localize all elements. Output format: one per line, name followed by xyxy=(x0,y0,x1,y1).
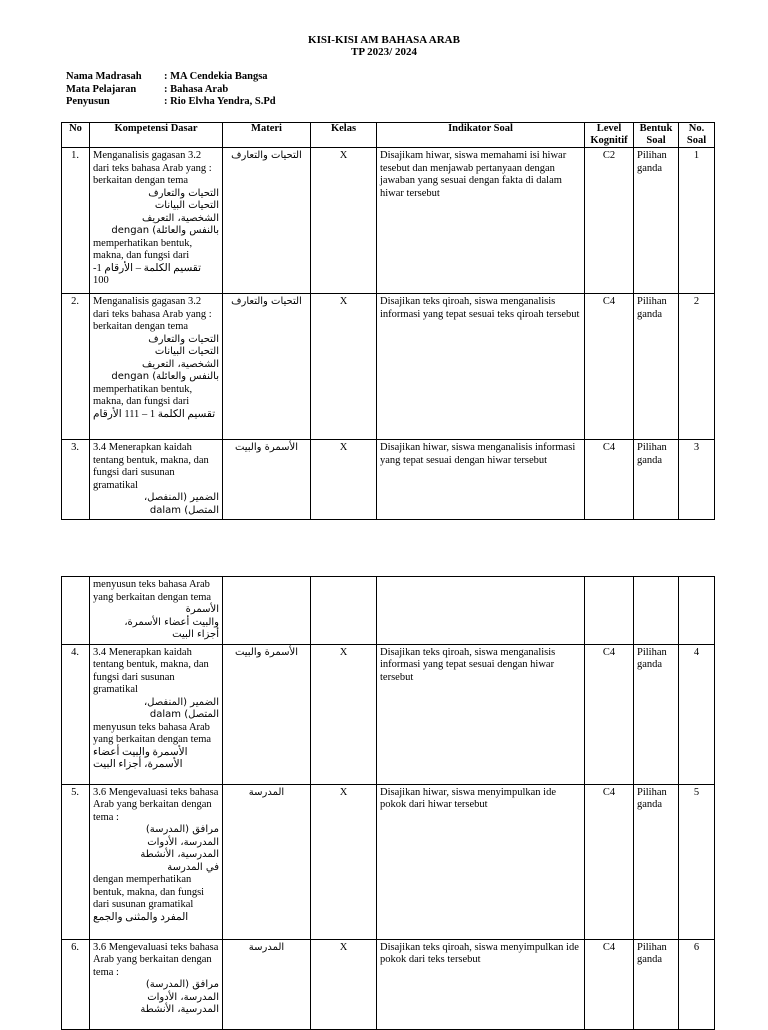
kisi-table-page-2 xyxy=(61,576,715,1030)
indikator-cell: Disajikan hiwar, siswa menganalisis informasi yang tepat sesuai dengan hiwar tersebut xyxy=(377,440,585,520)
level-cell: C4 xyxy=(585,939,634,1029)
no-soal-cell: 5 xyxy=(679,784,715,939)
kd-arabic-text: الأسمرة xyxy=(185,604,219,615)
materi-cell: المدرسة xyxy=(223,784,311,939)
indikator-cell: Disajikan teks qiroah, siswa menyimpulkan ide pokok dari teks tersebut xyxy=(377,939,585,1029)
indikator-cell: Disajikan teks qiroah, siswa menganalisis informasi yang tepat sesuai dengan hiwar tersebut xyxy=(377,644,585,784)
table-row xyxy=(62,644,715,784)
kd-arabic-text: الشخصية، التعريف xyxy=(142,212,219,224)
kd-arabic-text: الشخصية، التعريف xyxy=(142,358,219,370)
indikator-cell: Disajikan teks qiroah, siswa menganalisis informasi yang tepat sesuai teks qiroah tersebut xyxy=(377,294,585,440)
kd-text: memperhatikan bentuk, makna, dan fungsi dari تقسيم الكلمة 1 – 111 الأرقام xyxy=(93,383,216,420)
level-cell xyxy=(585,577,634,645)
kd-arabic-text: المدرسية، الأنشطة xyxy=(140,849,219,860)
row-number: 6. xyxy=(62,939,90,1029)
materi-cell: الأسمرة والبيت xyxy=(223,440,311,520)
row-number: 2. xyxy=(62,294,90,440)
table-row xyxy=(62,577,715,645)
kd-arabic-text: بالنفس والعائلة) dengan xyxy=(111,225,219,236)
document-subtitle: TP 2023/ 2024 xyxy=(350,46,417,58)
kelas-cell: X xyxy=(311,294,377,440)
table-row xyxy=(62,148,715,294)
kompetensi-dasar-cell xyxy=(90,148,223,294)
bentuk-soal-cell: Pilihan ganda xyxy=(634,644,679,784)
kd-arabic-text: التحيات البيانات xyxy=(154,200,219,211)
kompetensi-dasar-cell xyxy=(90,784,223,939)
kd-arabic-text: الضمير (المنفصل، xyxy=(143,696,219,708)
no-soal-cell: 2 xyxy=(679,294,715,440)
row-number: 4. xyxy=(62,644,90,784)
materi-cell xyxy=(223,577,311,645)
level-cell: C4 xyxy=(585,784,634,939)
col-header: Kompetensi Dasar xyxy=(90,123,223,148)
meta-value: : Bahasa Arab xyxy=(164,84,229,95)
row-number xyxy=(62,577,90,645)
no-soal-cell: 1 xyxy=(679,148,715,294)
document-title: KISI-KISI AM BAHASA ARAB xyxy=(308,34,460,46)
no-soal-cell: 4 xyxy=(679,644,715,784)
level-cell: C4 xyxy=(585,294,634,440)
meta-penyusun xyxy=(66,96,276,109)
indikator-cell: Disajikam hiwar, siswa memahami isi hiwar tesebut dan menjawab pertanyaan dengan jawaban yang sesuai dengan fakta di dalam hiwar tersebut xyxy=(377,148,585,294)
bentuk-soal-cell: Pilihan ganda xyxy=(634,148,679,294)
kisi-table-page-1 xyxy=(61,122,715,520)
bentuk-soal-cell: Pilihan ganda xyxy=(634,440,679,520)
bentuk-soal-cell: Pilihan ganda xyxy=(634,294,679,440)
kd-arabic-text: والبيت أعضاء الأسمرة، xyxy=(124,616,219,628)
bentuk-soal-cell: Pilihan ganda xyxy=(634,784,679,939)
level-cell: C4 xyxy=(585,644,634,784)
kd-arabic-text: المتصل) dalam xyxy=(149,504,219,516)
kompetensi-dasar-cell xyxy=(90,644,223,784)
no-soal-cell xyxy=(679,577,715,645)
kd-arabic-text: أجزاء البيت xyxy=(172,629,219,640)
materi-cell: الأسمرة والبيت xyxy=(223,644,311,784)
kelas-cell: X xyxy=(311,440,377,520)
kelas-cell: X xyxy=(311,784,377,939)
kd-arabic-text: مرافق (المدرسة) xyxy=(145,979,219,990)
indikator-cell xyxy=(377,577,585,645)
col-header: Kelas xyxy=(311,123,377,148)
kd-text: 3.6 Mengevaluasi teks bahasa Arab yang berkaitan dengan tema : xyxy=(93,941,219,978)
kelas-cell: X xyxy=(311,148,377,294)
no-soal-cell: 3 xyxy=(679,440,715,520)
table-row xyxy=(62,939,715,1029)
kd-text: memperhatikan bentuk, makna, dan fungsi dari تقسيم الكلمة – الأرقام 1- 100 xyxy=(93,237,202,286)
indikator-cell: Disajikan hiwar, siswa menyimpulkan ide pokok dari hiwar tersebut xyxy=(377,784,585,939)
kd-text: menyusun teks bahasa Arab yang berkaitan dengan tema الأسمرة والبيت أعضاء الأسمرة، أجزاء البيت xyxy=(93,721,212,770)
meta-value: : MA Cendekia Bangsa xyxy=(164,71,268,82)
table-row xyxy=(62,440,715,520)
col-header: Materi xyxy=(223,123,311,148)
kd-arabic-text: التحيات والتعارف xyxy=(148,333,219,345)
meta-mapel xyxy=(66,84,228,97)
col-header: No xyxy=(62,123,90,148)
kd-arabic-text: التحيات والتعارف xyxy=(148,187,219,199)
kelas-cell xyxy=(311,577,377,645)
kd-text: Menganalisis gagasan 3.2 dari teks bahasa Arab yang : berkaitan dengan tema xyxy=(93,150,212,186)
meta-label: Mata Pelajaran xyxy=(66,84,137,95)
table-header-row xyxy=(62,123,715,148)
kd-arabic-text: في المدرسة xyxy=(167,861,219,873)
col-header: Level Kognitif xyxy=(585,123,634,148)
table-row xyxy=(62,294,715,440)
kd-text: menyusun teks bahasa Arab yang berkaitan dengan tema xyxy=(93,579,212,603)
kd-arabic-text: بالنفس والعائلة) dengan xyxy=(111,371,219,382)
meta-value: : Rio Elvha Yendra, S.Pd xyxy=(164,96,276,107)
kelas-cell: X xyxy=(311,939,377,1029)
kd-arabic-text: المدرسية، الأنشطة xyxy=(140,1004,219,1015)
kompetensi-dasar-cell xyxy=(90,440,223,520)
row-number: 1. xyxy=(62,148,90,294)
kd-text: 3.4 Menerapkan kaidah tentang bentuk, makna, dan fungsi dari susunan gramatikal xyxy=(93,646,209,695)
kompetensi-dasar-cell xyxy=(90,577,223,645)
col-header: No. Soal xyxy=(679,123,715,148)
bentuk-soal-cell xyxy=(634,577,679,645)
materi-cell: التحيات والتعارف xyxy=(223,148,311,294)
level-cell: C2 xyxy=(585,148,634,294)
kompetensi-dasar-cell xyxy=(90,294,223,440)
materi-cell: المدرسة xyxy=(223,939,311,1029)
kd-text: Menganalisis gagasan 3.2 dari teks bahasa Arab yang : berkaitan dengan tema xyxy=(93,296,212,332)
kd-text: 3.4 Menerapkan kaidah tentang bentuk, makna, dan fungsi dari susunan gramatikal xyxy=(93,442,209,491)
table-row xyxy=(62,784,715,939)
kd-text: 3.6 Mengevaluasi teks bahasa Arab yang berkaitan dengan tema : xyxy=(93,786,219,823)
col-header: Indikator Soal xyxy=(377,123,585,148)
row-number: 5. xyxy=(62,784,90,939)
kd-arabic-text: المتصل) dalam xyxy=(149,709,219,720)
kd-arabic-text: المدرسة، الأدوات xyxy=(147,836,219,848)
kelas-cell: X xyxy=(311,644,377,784)
bentuk-soal-cell: Pilihan ganda xyxy=(634,939,679,1029)
kd-arabic-text: التحيات البيانات xyxy=(154,346,219,357)
materi-cell: التحيات والتعارف xyxy=(223,294,311,440)
kd-arabic-text: مرافق (المدرسة) xyxy=(145,824,219,835)
meta-madrasah xyxy=(66,71,268,84)
kompetensi-dasar-cell xyxy=(90,939,223,1029)
kd-text: dengan memperhatikan bentuk, makna, dan fungsi dari susunan gramatikal المفرد والمثنى والجمع xyxy=(93,874,205,923)
no-soal-cell: 6 xyxy=(679,939,715,1029)
row-number: 3. xyxy=(62,440,90,520)
meta-label: Penyusun xyxy=(66,96,110,107)
kd-arabic-text: المدرسة، الأدوات xyxy=(147,991,219,1003)
col-header: Bentuk Soal xyxy=(634,123,679,148)
meta-label: Nama Madrasah xyxy=(66,71,142,82)
kd-arabic-text: الضمير (المنفصل، xyxy=(143,492,219,503)
level-cell: C4 xyxy=(585,440,634,520)
